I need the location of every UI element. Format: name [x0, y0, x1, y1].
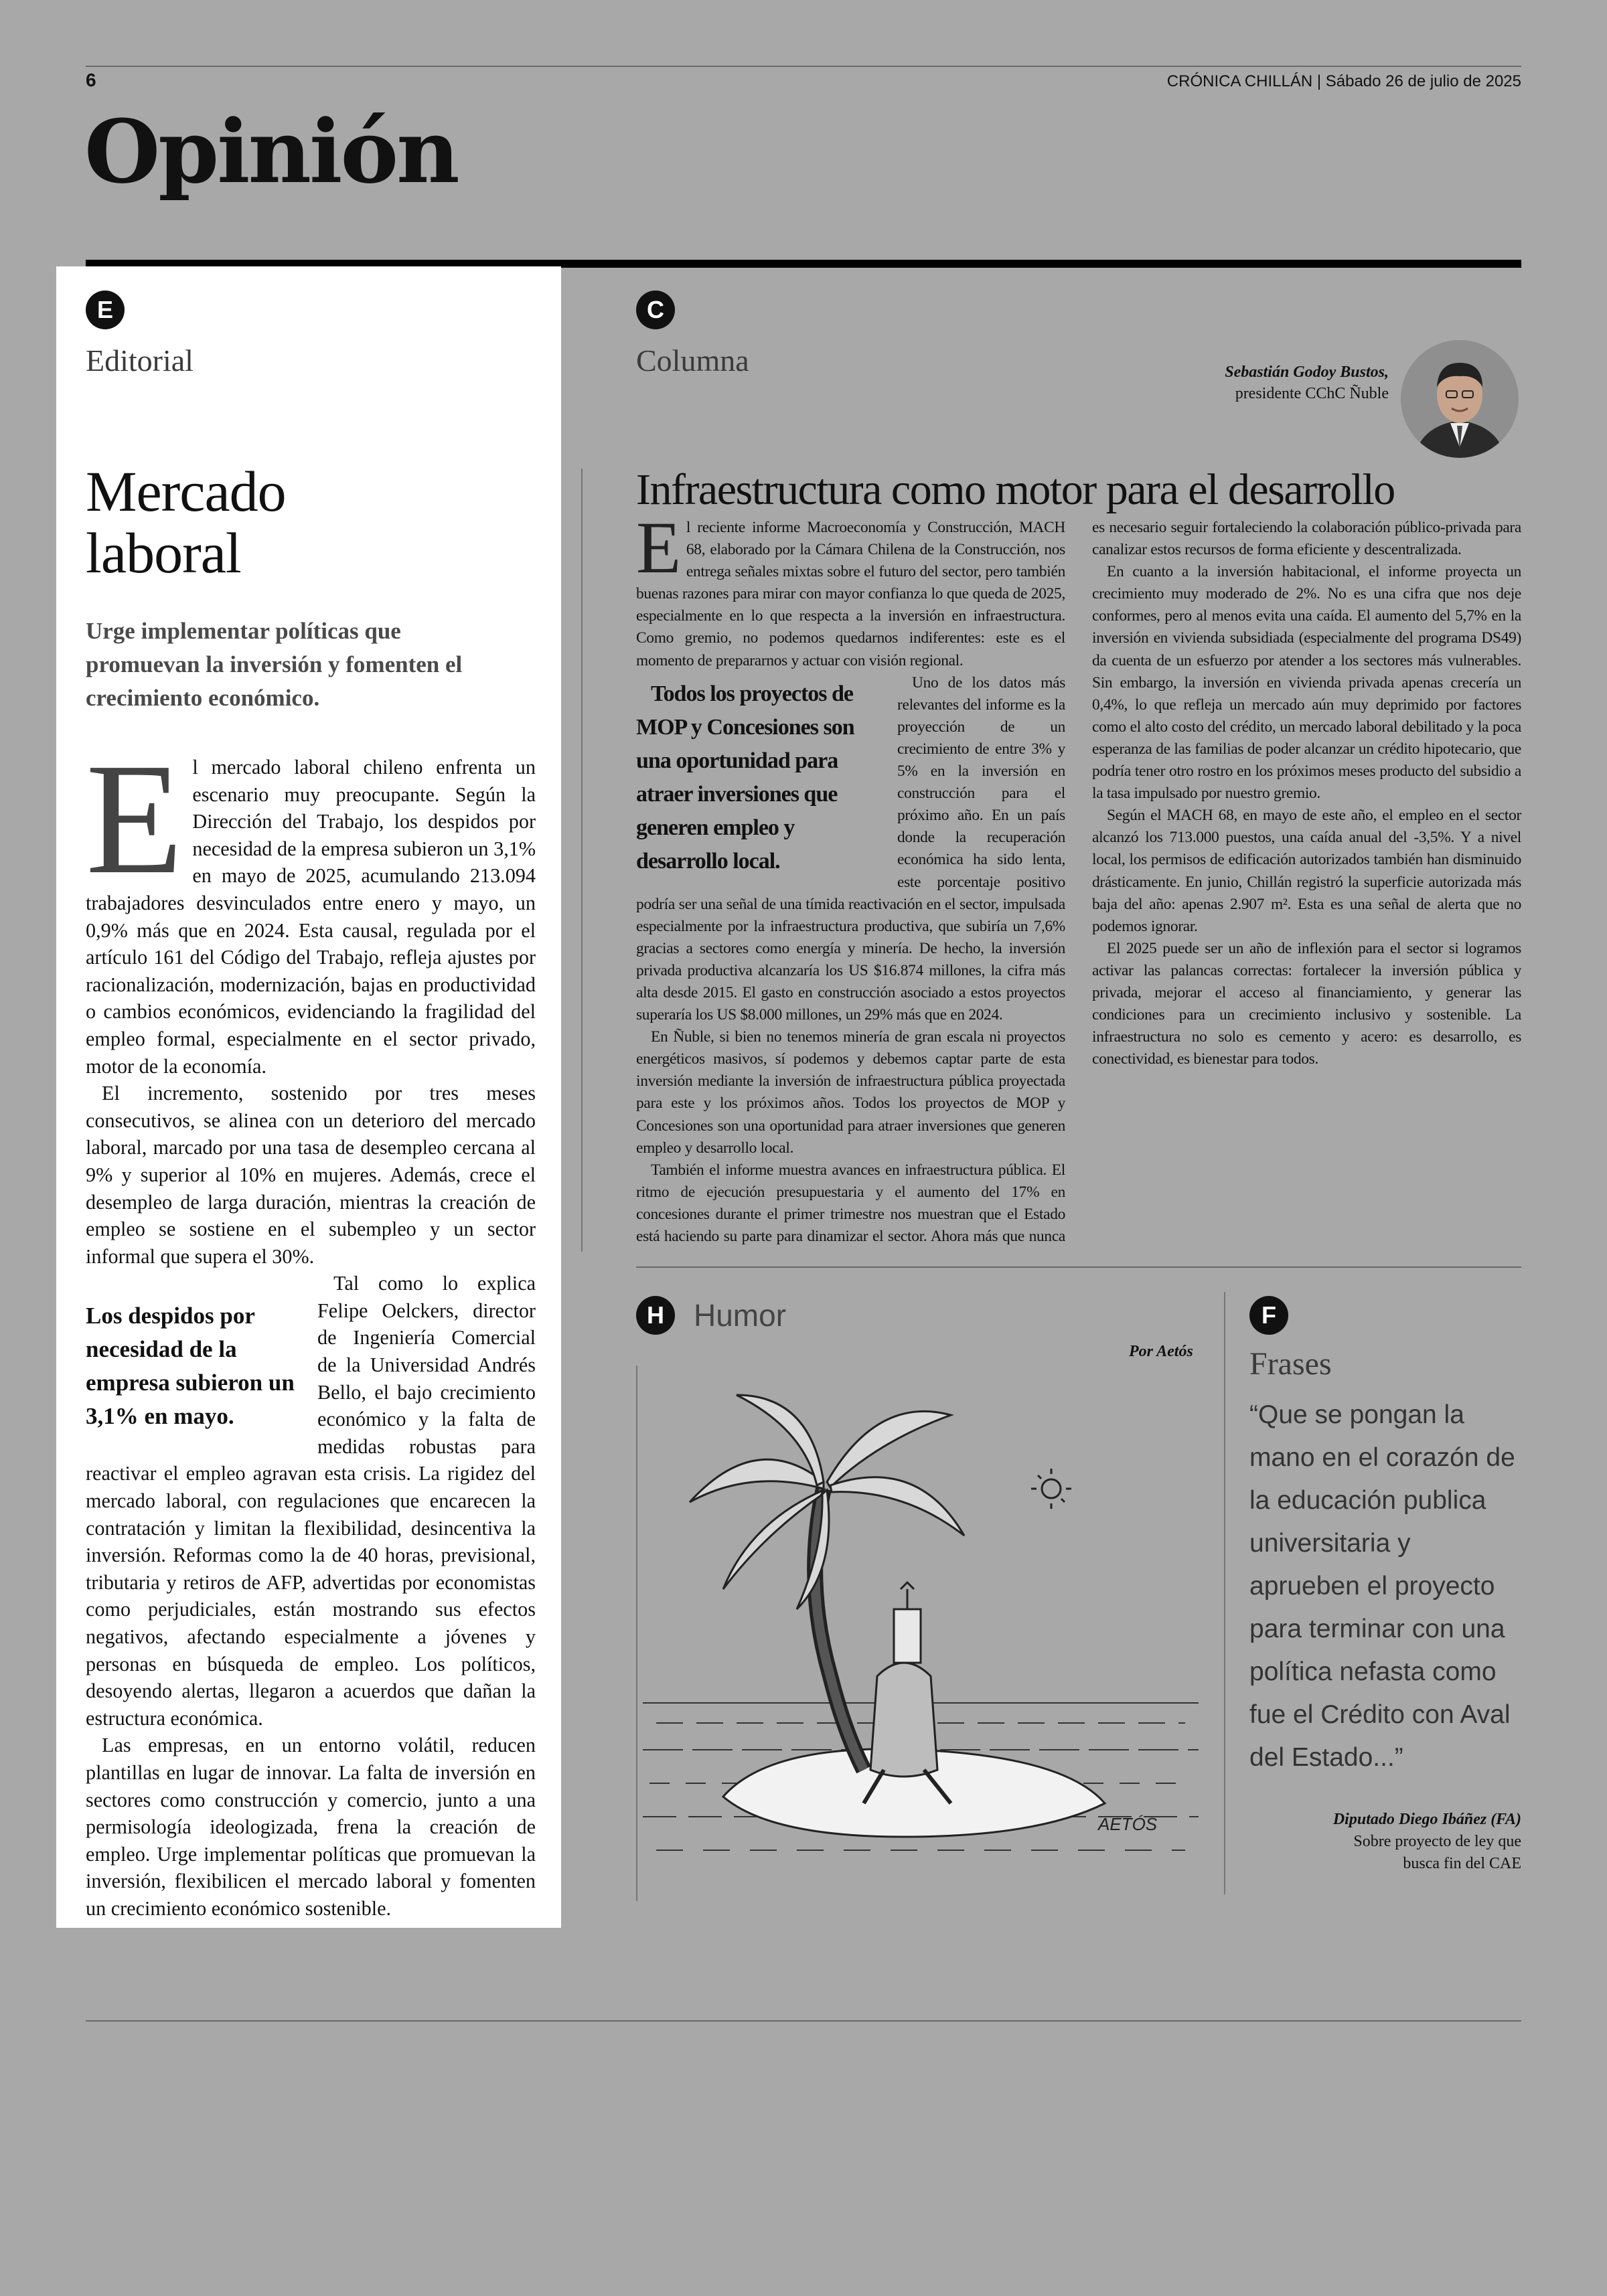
- frases-title: Frases: [1249, 1346, 1332, 1382]
- editorial-paragraph-4: Las empresas, en un entorno volátil, reducen plantillas en lugar de innovar. La falta de inversión en sectores como construcción y comercio, junto a una permisología ideologizada, frena la creación de empleo. Urge implementar políticas que promuevan la inversión, flexibilicen el mercado laboral y fomenten un crecimiento económico sostenible.: [86, 1734, 536, 1920]
- column-paragraph-5: En cuanto a la inversión habitacional, el informe proyecta un crecimiento muy moderado de 2%. No es una cifra que nos deje conformes, pero al menos evita una caída. El aumento del 5,7% en la inversión en vivienda subsidiada (especialmente del programa DS49) da cuenta de un esfuerzo por atender a los sectores más vulnerables. Sin embargo, la inversión en vivienda privada apenas crecería un 0,4%, lo que refleja un mercado aún muy deprimido por factores como el alto costo del crédito, un mercado laboral debilitado y la poca esperanza de las familias de poder alcanzar un crédito hipotecario, que podría tener otro rostro en los próximos meses producto del subsidio a la tasa impulsado por nuestro gremio.: [1092, 563, 1521, 803]
- page-number: 6: [86, 70, 96, 90]
- section-title: Opinión: [84, 100, 458, 203]
- column-headline: Infraestructura como motor para el desarrollo: [636, 465, 1395, 514]
- column-paragraph-7: El 2025 puede ser un año de inflexión para el sector si logramos activar las palancas correctas: fortalecer la inversión pública y privada, mejorar el acceso al financiamiento, y generar las condiciones para un crecimiento inclusivo y sostenible. La infraestructura no solo es cemento y acero: es desarrollo, es conectividad, es bienestar para todos.: [1092, 939, 1521, 1068]
- column-dropcap: E: [636, 507, 681, 588]
- column-paragraph-6: Según el MACH 68, en mayo de este año, el empleo en el sector alcanzó los 713.000 puestos, una caída anual del -3,5%. Y a nivel local, los permisos de edificación autorizados también han disminuido drásticamente. En junio, Chillán registró la superficie autorizada más baja del año: apenas 2.907 m². Esta es una señal de alerta que no podemos ignorar.: [1092, 807, 1521, 935]
- editorial-kicker: Editorial: [86, 343, 194, 378]
- humor-frases-divider: [1224, 1292, 1225, 1894]
- frases-attribution: [1333, 1809, 1521, 1875]
- publication-dateline: CRÓNICA CHILLÁN | Sábado 26 de julio de 2025: [1166, 72, 1521, 90]
- column-divider: [581, 469, 583, 1252]
- quote-context-line2: busca fin del CAE: [1403, 1855, 1521, 1872]
- editorial-headline-line1: Mercado: [86, 459, 286, 523]
- author-role: presidente CChC Ñuble: [1235, 385, 1389, 402]
- author-name: Sebastián Godoy Bustos,: [1225, 363, 1389, 381]
- editorial-headline: [86, 461, 286, 584]
- editorial-dropcap: E: [86, 731, 183, 907]
- column-kicker: Columna: [636, 343, 749, 378]
- humor-credit: Por Aetós: [1129, 1343, 1193, 1360]
- editorial-subheadline: Urge implementar políticas que promuevan la inversión y fomenten el crecimiento económico.: [86, 618, 463, 711]
- editorial-badge: E: [86, 291, 125, 329]
- editorial-paragraph-2: El incremento, sostenido por tres meses consecutivos, se alinea con un deterioro del mercado laboral, marcado por una tasa de desempleo cercana al 9% y superior al 10% en mujeres. Además, crece el desempleo de larga duración, mientras la creación de empleo se sostiene en el subempleo y un sector informal que supera el 30%.: [86, 1082, 536, 1268]
- editorial-body: [86, 731, 536, 1922]
- humor-badge: H: [636, 1296, 675, 1335]
- bottom-rule: [86, 2020, 1521, 2022]
- column-bottom-rule: [636, 1266, 1521, 1268]
- column-paragraph-4: También el informe muestra avances en infraestructura pública. El ritmo de ejecución presupuestaria y el aumento del 17% en concesiones durante el primer trimestre nos muestran que el Estado está haciendo su parte para dinamizar el sector. Ahora más que nunca es necesario seguir fortaleciendo la colaboración público-privada para canalizar estos recursos de forma eficiente y descentralizada.: [636, 519, 1521, 1245]
- cartoon-signature: AETÓS: [1098, 1814, 1158, 1834]
- quote-context-line1: Sobre proyecto de ley que: [1353, 1833, 1521, 1850]
- editorial-paragraph-1: El mercado laboral chileno enfrenta un escenario muy preocupante. Según la Dirección del Trabajo, los despidos por necesidad de la empresa subieron un 3,1% en mayo de 2025, acumulando 213.094 trabajadores desvinculados entre enero y mayo, un 0,9% más que en 2024. Esta causal, regulada por el artículo 161 del Código del Trabajo, refleja ajustes por racionalización, modernización, bajas en productividad o cambios económicos, evidenciando la fragilidad del empleo formal, especialmente en el sector privado, motor de la economía.: [86, 731, 536, 1078]
- editorial-panel: [56, 266, 561, 1928]
- editorial-paragraph-3: Tal como lo explica Felipe Oelckers, director de Ingeniería Comercial de la Universidad Andrés Bello, el bajo crecimiento económico y la falta de medidas robustas para reactivar el empleo agravan esta crisis. La rigidez del mercado laboral, con regulaciones que encarecen la contratación y limitan la flexibilidad, desincentiva la inversión. Reformas como la de 40 horas, previsional, tributaria y retiros de AFP, advertidas por economistas como perjudiciales, están mostrando sus efectos negativos, afectando especialmente a jóvenes y personas en búsqueda de empleo. Los políticos, desoyendo alertas, llegaron a acuerdos que dañan la estructura económica.: [86, 1272, 536, 1730]
- column-pullquote: Todos los proyectos de MOP y Concesiones son una oportunidad para atraer inversiones que generen empleo y desarrollo local.: [636, 681, 854, 874]
- column-badge: C: [636, 291, 675, 329]
- frases-quote: “Que se pongan la mano en el corazón de la educación publica universitaria y aprueben el proyecto para terminar con una política nefasta como fue el Crédito con Aval del Estado...”: [1249, 1400, 1515, 1772]
- frases-badge: F: [1249, 1296, 1288, 1335]
- humor-title: Humor: [694, 1298, 787, 1333]
- editorial-headline-line2: laboral: [86, 521, 241, 585]
- column-paragraph-1: El reciente informe Macroeconomía y Construcción, MACH 68, elaborado por la Cámara Chilena de la Construcción, nos entrega señales mixtas sobre el futuro del sector, pero también buenas razones para mirar con mayor confianza lo que queda de 2025, especialmente en lo que respecta a la inversión en infraestructura. Como gremio, no podemos quedarnos indiferentes: este es el momento de prepararnos y actuar con visión regional.: [636, 507, 1065, 669]
- column-author: [1225, 361, 1389, 404]
- column-paragraph-2: Todos los proyectos de MOP y Concesiones son una oportunidad para atraer inversiones que generen empleo y desarrollo local. Uno de los datos más relevantes del informe es la proyección de un crecimiento de entre 3% y 5% en la inversión en construcción para el próximo año. En un país donde la recuperación económica ha sido lenta, este porcentaje positivo podría ser una señal de una tímida reactivación en el sector, impulsada especialmente por la infraestructura productiva, que subiría un 7,6% gracias a sectores como energía y minería. De hecho, la inversión privada productiva alcanzaría los US $16.874 millones, la cifra más alta desde 2015. El gasto en construcción asociado a estos proyectos superaría los US $8.000 millones, un 29% más que en 2024.: [636, 673, 1065, 1024]
- author-avatar: [1401, 340, 1519, 458]
- column-paragraph-3: En Ñuble, si bien no tenemos minería de gran escala ni proyectos energéticos masivos, sí podemos y debemos captar parte de esta inversión mediante la inversión de infraestructura pública proyectada para este y los próximos años. Todos los proyectos de MOP y Concesiones son una oportunidad para atraer inversiones que generen empleo y desarrollo local.: [636, 1028, 1065, 1157]
- column-body: [636, 507, 1521, 1253]
- humor-cartoon: [636, 1368, 1205, 1904]
- quote-author: Diputado Diego Ibáñez (FA): [1332, 1811, 1521, 1828]
- top-rule: [86, 66, 1521, 67]
- editorial-pullquote: Los despidos por necesidad de la empresa subieron un 3,1% en mayo.: [86, 1303, 295, 1430]
